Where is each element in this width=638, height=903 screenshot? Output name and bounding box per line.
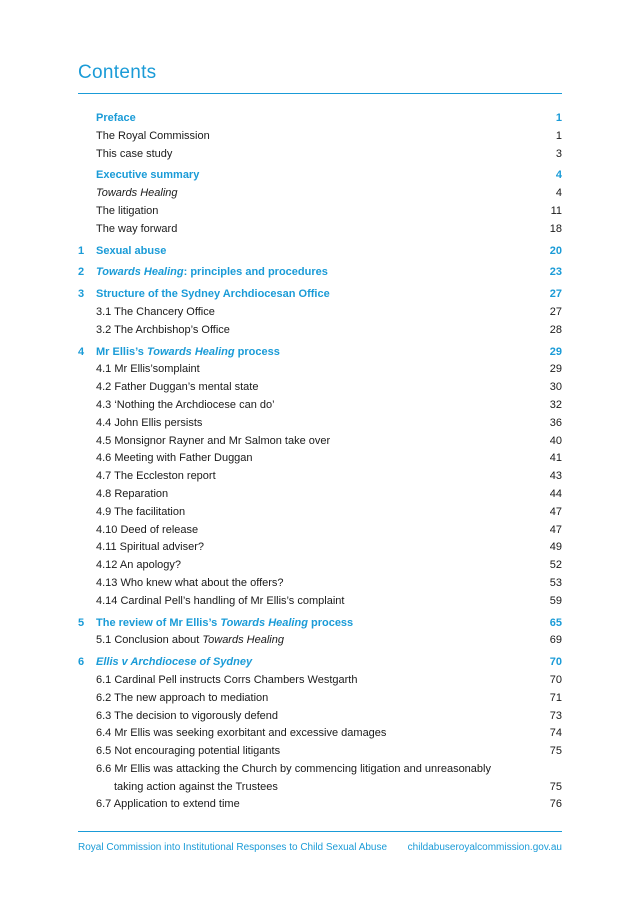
toc-page-number: 27 <box>549 305 562 318</box>
toc-entry-title-italic: Ellis v Archdiocese of Sydney <box>96 656 253 669</box>
heading-rule <box>78 93 562 94</box>
toc-page-number: 36 <box>549 416 562 429</box>
toc-page-number: 74 <box>549 727 562 740</box>
toc-page-number: 59 <box>549 594 562 607</box>
toc-page-number: 75 <box>549 780 562 793</box>
toc-subsection-entry[interactable] <box>78 128 562 146</box>
toc-subsection-entry[interactable] <box>78 522 562 540</box>
toc-section-number: 3 <box>78 288 85 301</box>
page-footer <box>78 842 562 853</box>
toc-page-number: 43 <box>549 470 562 483</box>
toc-section-entry[interactable] <box>78 167 562 185</box>
toc-subsection-entry[interactable] <box>78 504 562 522</box>
toc-page-number: 27 <box>549 288 562 301</box>
toc-page-number: 4 <box>555 169 562 182</box>
toc-page-number: 70 <box>549 673 562 686</box>
toc-page-number: 32 <box>549 398 562 411</box>
toc-subsection-entry[interactable] <box>78 361 562 379</box>
toc-section-entry[interactable] <box>78 110 562 128</box>
toc-page-number: 28 <box>549 323 562 336</box>
toc-entry-title-italic: Towards Healing <box>96 266 184 279</box>
toc-entry-title: 3.2 The Archbishop’s Office <box>96 323 230 336</box>
toc-entry-title: The litigation <box>96 204 159 217</box>
toc-section-entry[interactable] <box>78 264 562 282</box>
toc-subsection-entry[interactable] <box>78 146 562 164</box>
toc-page-number: 30 <box>549 381 562 394</box>
toc-subsection-entry[interactable] <box>78 415 562 433</box>
toc-entry-title: 4.11 Spiritual adviser? <box>96 541 205 554</box>
toc-entry-title: Towards Healing <box>96 187 178 200</box>
toc-section-number: 1 <box>78 244 85 257</box>
toc-entry-title: 4.12 An apology? <box>96 559 182 572</box>
toc-section-number: 6 <box>78 656 85 669</box>
toc-entry-title: 4.4 John Ellis persists <box>96 416 203 429</box>
toc-page-number: 76 <box>549 798 562 811</box>
toc-entry-title: Sexual abuse <box>96 244 167 257</box>
toc-section-entry[interactable] <box>78 286 562 304</box>
toc-subsection-entry[interactable] <box>78 185 562 203</box>
toc-entry-title: Structure of the Sydney Archdiocesan Office <box>96 288 330 301</box>
toc-entry-title: This case study <box>96 147 173 160</box>
toc-section-entry[interactable] <box>78 654 562 672</box>
toc-subsection-entry[interactable] <box>78 203 562 221</box>
toc-section-number: 2 <box>78 266 85 279</box>
toc-subsection-entry[interactable] <box>78 593 562 611</box>
toc-section-entry[interactable] <box>78 615 562 633</box>
toc-subsection-entry[interactable] <box>78 761 562 797</box>
toc-entry-title: 4.13 Who knew what about the offers? <box>96 576 284 589</box>
toc-entry-title: : principles and procedures <box>183 266 328 279</box>
footer-rule <box>78 831 562 832</box>
toc-entry-title: 6.1 Cardinal Pell instructs Corrs Chambers Westgarth <box>96 673 358 686</box>
toc-entry-title: The way forward <box>96 222 178 235</box>
toc-page-number: 11 <box>550 204 562 217</box>
toc-entry-title: 3.1 The Chancery Office <box>96 305 215 318</box>
table-of-contents <box>78 110 562 814</box>
toc-entry-title-tail: process <box>234 345 280 358</box>
toc-page-number: 23 <box>549 266 562 279</box>
toc-page-number: 1 <box>555 129 562 142</box>
toc-subsection-entry[interactable] <box>78 433 562 451</box>
toc-entry-title-tail: process <box>307 616 354 629</box>
toc-page-number: 41 <box>549 452 562 465</box>
toc-section-entry[interactable] <box>78 243 562 261</box>
toc-page-number: 73 <box>549 709 562 722</box>
toc-entry-title: 4.14 Cardinal Pell’s handling of Mr Ellis’s complaint <box>96 594 345 607</box>
toc-page-number: 71 <box>549 691 562 704</box>
toc-entry-title: 6.4 Mr Ellis was seeking exorbitant and excessive damages <box>96 727 387 740</box>
toc-subsection-entry[interactable] <box>78 557 562 575</box>
toc-subsection-entry[interactable] <box>78 796 562 814</box>
toc-page-number: 1 <box>555 112 562 124</box>
toc-page-number: 3 <box>555 147 562 160</box>
toc-subsection-entry[interactable] <box>78 450 562 468</box>
toc-subsection-entry[interactable] <box>78 468 562 486</box>
toc-subsection-entry[interactable] <box>78 486 562 504</box>
toc-entry-title: 4.5 Monsignor Rayner and Mr Salmon take over <box>96 434 331 447</box>
toc-section-number: 5 <box>78 616 85 629</box>
toc-page-number: 47 <box>549 505 562 518</box>
toc-entry-title-italic: Towards Healing <box>146 345 235 358</box>
toc-page-number: 47 <box>549 523 562 536</box>
toc-entry-title: Executive summary <box>96 169 200 182</box>
toc-page-number: 44 <box>549 487 562 500</box>
toc-subsection-entry[interactable] <box>78 379 562 397</box>
toc-page-number: 70 <box>549 656 562 669</box>
toc-entry-title: 6.5 Not encouraging potential litigants <box>96 745 281 758</box>
toc-entry-title-italic: Towards Healing <box>202 634 284 647</box>
toc-entry-title: 4.7 The Eccleston report <box>96 470 216 483</box>
toc-subsection-entry[interactable] <box>78 304 562 322</box>
toc-page-number: 29 <box>549 345 562 358</box>
toc-entry-title: 6.7 Application to extend time <box>96 798 240 811</box>
toc-section-number: 4 <box>78 345 85 358</box>
toc-entry-title: 4.6 Meeting with Father Duggan <box>96 452 253 465</box>
toc-subsection-entry[interactable] <box>78 221 562 239</box>
toc-page-number: 52 <box>549 559 562 572</box>
toc-page-number: 20 <box>549 244 562 257</box>
toc-entry-title: The Royal Commission <box>96 129 210 142</box>
toc-page-number: 69 <box>549 634 562 647</box>
toc-page-number: 29 <box>549 363 562 376</box>
toc-page-number: 49 <box>549 541 562 554</box>
toc-entry-title: 4.1 Mr Ellis’somplaint <box>96 363 200 376</box>
toc-entry-title: 4.3 ‘Nothing the Archdiocese can do’ <box>96 398 275 411</box>
toc-subsection-entry[interactable] <box>78 575 562 593</box>
toc-entry-title: 4.10 Deed of release <box>96 523 199 536</box>
toc-page-number: 4 <box>555 187 562 200</box>
toc-page-number: 75 <box>549 745 562 758</box>
toc-subsection-entry[interactable] <box>78 632 562 650</box>
toc-entry-title: Preface <box>96 112 136 124</box>
toc-entry-title-italic: Towards Healing <box>220 616 308 629</box>
toc-subsection-entry[interactable] <box>78 322 562 340</box>
toc-page-number: 53 <box>549 576 562 589</box>
toc-section-entry[interactable] <box>78 344 562 362</box>
footer-publisher: Royal Commission into Institutional Responses to Child Sexual Abuse <box>78 842 388 853</box>
toc-page-number: 65 <box>549 616 562 629</box>
toc-subsection-entry[interactable] <box>78 708 562 726</box>
page-title: Contents <box>78 62 157 83</box>
toc-entry-title: 4.2 Father Duggan’s mental state <box>96 381 259 394</box>
toc-entry-title: 4.8 Reparation <box>96 487 169 500</box>
toc-entry-title: Mr Ellis’s <box>96 345 147 358</box>
toc-entry-title: The review of Mr Ellis’s <box>96 616 221 629</box>
toc-entry-title: 5.1 Conclusion about <box>96 634 203 647</box>
toc-entry-title-continued: taking action against the Trustees <box>114 780 278 793</box>
toc-page-number: 18 <box>549 222 562 235</box>
toc-entry-title: 6.6 Mr Ellis was attacking the Church by commencing litigation and unreasonably <box>96 762 491 775</box>
toc-subsection-entry[interactable] <box>78 690 562 708</box>
toc-subsection-entry[interactable] <box>78 397 562 415</box>
toc-page-number: 40 <box>549 434 562 447</box>
toc-entry-title: 6.3 The decision to vigorously defend <box>96 709 279 722</box>
toc-subsection-entry[interactable] <box>78 539 562 557</box>
toc-entry-title: 4.9 The facilitation <box>96 505 186 518</box>
toc-subsection-entry[interactable] <box>78 743 562 761</box>
toc-subsection-entry[interactable] <box>78 725 562 743</box>
toc-entry-title: 6.2 The new approach to mediation <box>96 691 269 704</box>
footer-website: childabuseroyalcommission.gov.au <box>407 842 562 853</box>
toc-subsection-entry[interactable] <box>78 672 562 690</box>
